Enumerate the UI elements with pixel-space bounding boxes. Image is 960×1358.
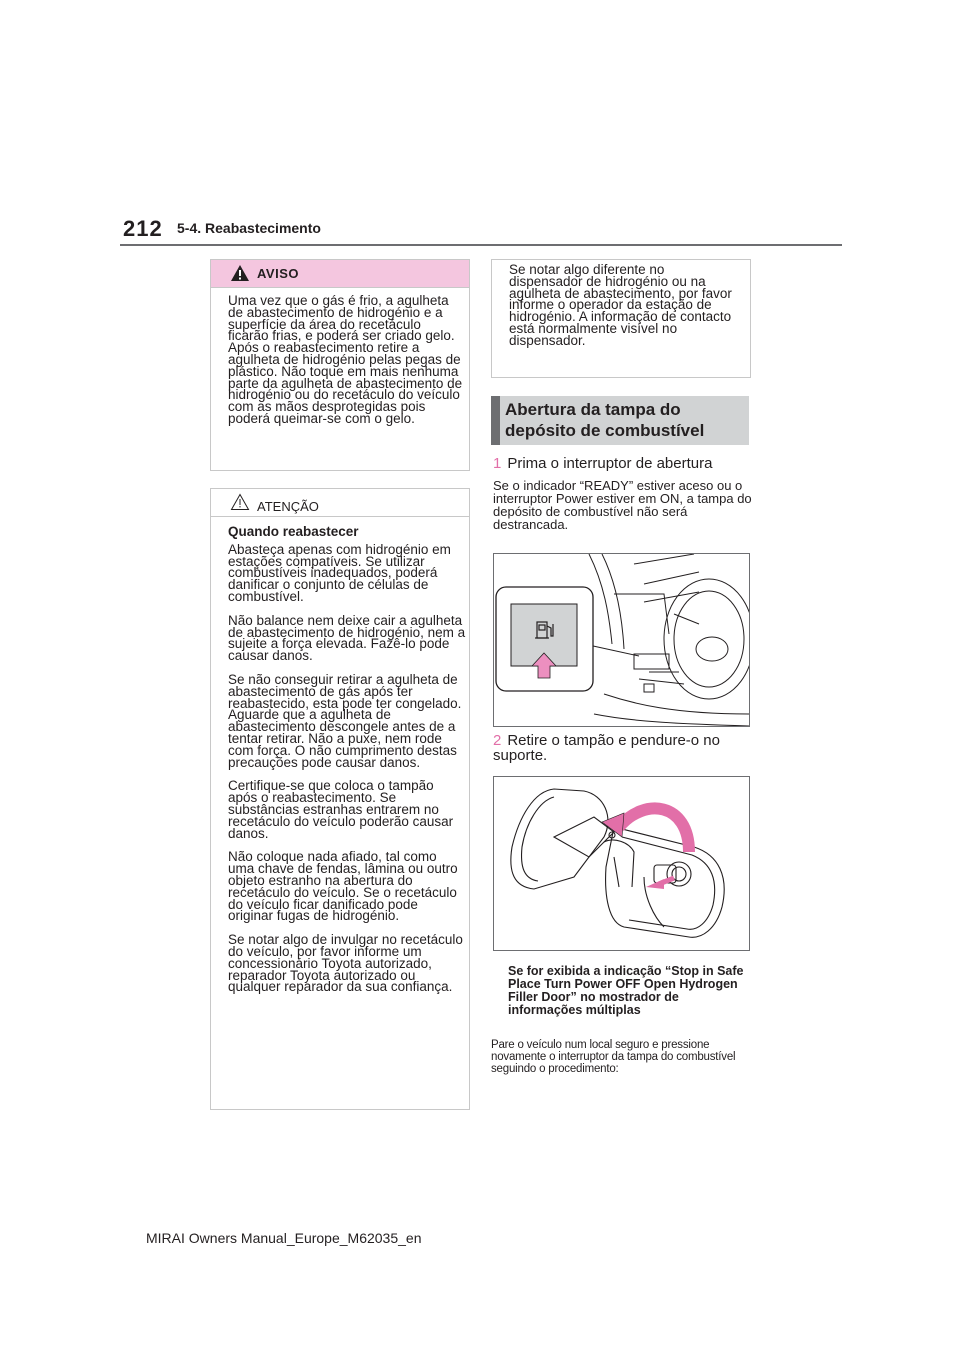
step-2 <box>493 733 751 763</box>
caution-paragraph: Certifique-se que coloca o tampão após o reabastecimento. Se substâncias estranhas entrarem no recetáculo do veículo poderão causar danos. <box>228 778 454 841</box>
caution-paragraph: Se não conseguir retirar a agulheta de abastecimento de gás após ter reabastecido, esta pode ter congelado. Aguarde que a agulheta de abastecimento descongele antes de a tentar retirar. Não a puxe, nem rode com força. O não cumprimento destas precauções pode causar danos. <box>228 671 462 770</box>
caution-box <box>210 488 470 1110</box>
caution-header <box>211 489 469 517</box>
step-number: 2 <box>493 732 502 749</box>
figure-filler-cap <box>493 776 750 951</box>
step-title: Retire o tampão e pendure-o no suporte. <box>493 732 720 764</box>
step-number: 1 <box>493 455 502 472</box>
warning-header <box>211 260 469 288</box>
caution-paragraph: Não balance nem deixe cair a agulheta de abastecimento de hidrogénio, nem a sujeite a força elevada. Fazê-lo pode causar danos. <box>228 612 466 664</box>
warning-title: AVISO <box>257 266 299 281</box>
caution-paragraph: Não coloque nada afiado, tal como uma chave de fendas, lâmina ou outro objeto estranho na abertura do recetáculo do veículo. Se o recetáculo do veículo ficar danificado pode originar fugas de hidrogénio. <box>228 849 458 924</box>
step-1 <box>493 456 753 471</box>
caution-title: ATENÇÃO <box>257 499 319 514</box>
subtext: Pare o veículo num local seguro e pressione novamente o interruptor da tampa do combustível seguindo o procedimento: <box>491 1039 736 1075</box>
step-1-description: Se o indicador “READY” estiver aceso ou o interruptor Power estiver em ON, a tampa do depósito de combustível não será destrancada. <box>493 478 752 532</box>
figure-dashboard-switch <box>493 553 750 727</box>
page-number: 212 <box>123 216 163 241</box>
caution-triangle-icon <box>230 493 250 511</box>
section-title-text: Abertura da tampa do depósito de combustível <box>505 400 705 440</box>
caution-paragraph: Abasteça apenas com hidrogénio em estações compatíveis. Se utilizar combustíveis inadequados, poderá danificar o conjunto de células de combustível. <box>228 541 451 604</box>
dashboard-illustration <box>494 554 749 726</box>
header-divider <box>120 244 842 246</box>
footer: MIRAI Owners Manual_Europe_M62035_en <box>146 1230 422 1246</box>
step-title: Prima o interruptor de abertura <box>507 455 713 472</box>
section-header: 5-4. Reabastecimento <box>177 220 321 236</box>
section-title-bar <box>491 396 500 445</box>
warning-triangle-icon <box>230 264 250 282</box>
subheading: Se for exibida a indicação “Stop in Safe Place Turn Power OFF Open Hydrogen Filler Door” no mostrador de informações múltiplas <box>508 964 744 1017</box>
caution-paragraph: Se notar algo de invulgar no recetáculo do veículo, por favor informe um concessionário Toyota autorizado, reparador Toyota autorizado ou qualquer reparador da sua confiança. <box>228 932 463 995</box>
section-title <box>491 396 749 445</box>
note-box <box>491 259 751 378</box>
caution-subtitle: Quando reabastecer <box>228 524 359 539</box>
filler-cap-illustration <box>494 777 749 950</box>
warning-text: Uma vez que o gás é frio, a agulheta de abastecimento de hidrogénio e a superfície da área do recetáculo ficarão frias, e poderá ser criado gelo. Após o reabastecimento retire a agulheta de hidrogénio pelas pegas de plástico. Não toque em mais nenhuma parte da agulheta de abastecimento de hidrogénio ou do recetáculo do veículo com as mãos desprotegidas pois poderá queimar-se com o gelo. <box>228 293 463 426</box>
caution-body <box>228 526 466 1005</box>
warning-box <box>210 259 470 471</box>
note-text: Se notar algo diferente no dispensador de hidrogénio ou na agulheta de abastecimento, por favor informe o operador da estação de hidrogénio. A informação de contacto está normalmente visível no dispensador. <box>509 262 732 348</box>
